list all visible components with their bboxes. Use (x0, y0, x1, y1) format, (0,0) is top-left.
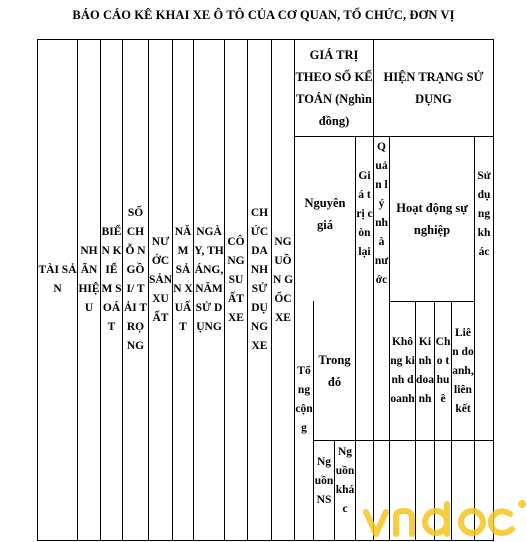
header-ngay-su-dung: NGÀY, THÁNG, NĂM SỬ DỤNG (194, 226, 224, 333)
header-trong-do: Trong đó (318, 353, 351, 389)
table-border-right (493, 39, 494, 541)
header-nguyen-gia: Nguyên giá (304, 196, 346, 232)
header-lien-doanh: Liên doanh, liên kết (452, 326, 474, 415)
header-gia-tri-con-lai: Giá trị còn lại (356, 169, 373, 258)
header-so-cho-ngoi: SỐ CHỖ NGỒI/ TẢI TRỌNG (123, 207, 148, 352)
header-su-dung-khac: Sử dụng khác (477, 169, 491, 258)
header-nhan-hieu: NHÃN HIỆU (78, 245, 100, 314)
header-tai-san: TÀI SẢN (38, 264, 77, 295)
header-tong-cong: Tổng cộng (295, 364, 313, 434)
header-nguon-ns: Nguồn NS (314, 455, 334, 506)
header-quan-ly-nha-nuoc: Quản lý nhà nước (374, 141, 389, 286)
header-cong-suat-xe: CÔNG SUẤT XE (227, 235, 245, 324)
header-bien-kiem-soat: BIỂN KIỂM SOÁT (101, 226, 122, 333)
vndoc-watermark-logo (360, 498, 527, 542)
header-chuc-danh: CHỨC DANH SỬ DỤNG XE (250, 207, 269, 352)
header-gia-tri: GIÁ TRỊ THEO SỔ KẾ TOÁN (Nghìn đồng) (295, 48, 373, 128)
report-title: BÁO CÁO KÊ KHAI XE Ô TÔ CỦA CƠ QUAN, TỔ CHỨC, ĐƠN VỊ (72, 8, 455, 22)
header-hien-trang: HIỆN TRẠNG SỬ DỤNG (383, 70, 484, 106)
header-nguon-goc-xe: NGUỒN GỐC XE (272, 235, 294, 324)
header-khong-kinh-doanh: Không kinh doanh (390, 336, 415, 405)
header-nguon-khac: Nguồn khác (335, 446, 355, 515)
header-nam-san-xuat: NĂM SẢN XUẤT (173, 226, 193, 333)
header-cho-thue: Cho thuê (435, 336, 451, 405)
header-kinh-doanh: Kinh doanh (416, 336, 434, 405)
header-nuoc-san-xuat: NƯỚC SẢN XUẤT (149, 235, 172, 324)
header-hoat-dong-su-nghiep: Hoạt động sự nghiệp (396, 201, 468, 237)
